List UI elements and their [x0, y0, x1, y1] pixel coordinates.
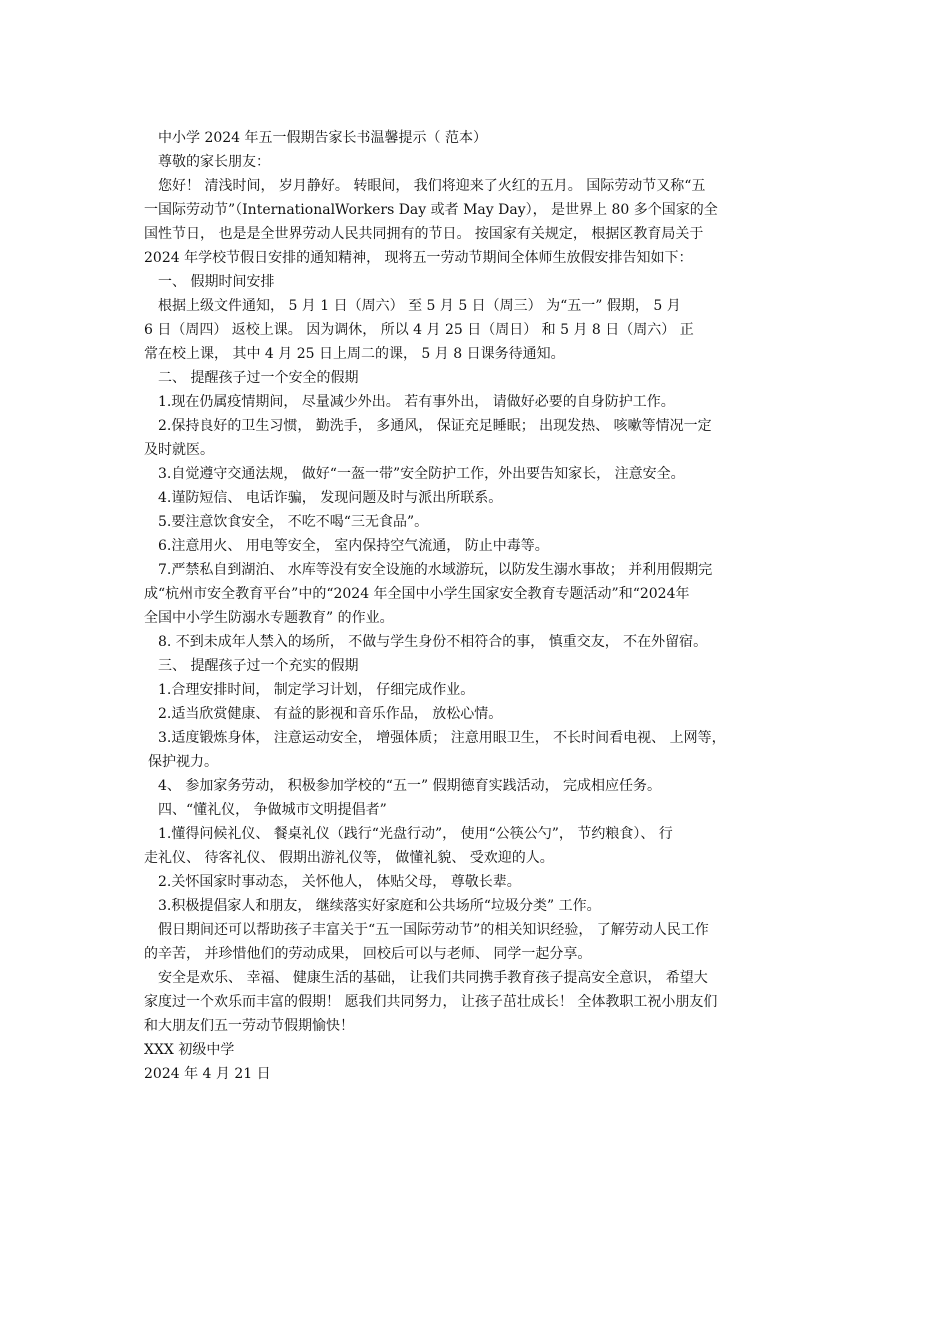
- letter-date: 2024 年 4 月 21 日: [144, 1066, 271, 1082]
- body-line: 国性节日， 也是是全世界劳动人民共同拥有的节日。 按国家有关规定， 根据区教育局关于: [144, 226, 704, 242]
- body-line: 一国际劳动节”（InternationalWorkers Day 或者 May Day）， 是世界上 80 多个国家的全: [144, 202, 718, 218]
- list-item: 4、 参加家务劳动， 积极参加学校的“五一” 假期德育实践活动， 完成相应任务。: [158, 778, 662, 794]
- list-item: 3.自觉遵守交通法规， 做好“一盔一带”安全防护工作，外出要告知家长， 注意安全。: [158, 466, 685, 482]
- body-line: 的辛苦， 并珍惜他们的劳动成果， 回校后可以与老师、 同学一起分享。: [144, 946, 592, 962]
- list-item-continued: 保护视力。: [148, 754, 218, 770]
- document-title: 中小学 2024 年五一假期告家长书温馨提示（ 范本）: [158, 130, 487, 146]
- list-item-continued: 走礼仪、 待客礼仪、 假期出游礼仪等， 做懂礼貌、 受欢迎的人。: [144, 850, 554, 866]
- school-signature: XXX 初级中学: [144, 1042, 235, 1058]
- list-item: 6.注意用火、 用电等安全， 室内保持空气流通， 防止中毒等。: [158, 538, 549, 554]
- body-line: 6 日（周四） 返校上课。 因为调休， 所以 4 月 25 日（周日） 和 5 月 8 日（周六） 正: [144, 322, 694, 338]
- body-line: 2024 年学校节假日安排的通知精神， 现将五一劳动节期间全体师生放假安排告知如下：: [144, 250, 693, 266]
- list-item-continued: 全国中小学生防溺水专题教育” 的作业。: [144, 610, 394, 626]
- body-line: 根据上级文件通知， 5 月 1 日（周六） 至 5 月 5 日（周三） 为“五一” 假期， 5 月: [158, 298, 681, 314]
- salutation: 尊敬的家长朋友：: [158, 154, 270, 170]
- letter-document: [144, 126, 820, 1086]
- list-item: 2.适当欣赏健康、 有益的影视和音乐作品， 放松心情。: [158, 706, 503, 722]
- body-line: 常在校上课， 其中 4 月 25 日上周二的课， 5 月 8 日课务待通知。: [144, 346, 565, 362]
- body-line: 假日期间还可以帮助孩子丰富关于“五一国际劳动节”的相关知识经验， 了解劳动人民工作: [158, 922, 709, 938]
- body-line: 您好！ 清浅时间， 岁月静好。 转眼间， 我们将迎来了火红的五月。 国际劳动节又称“五: [158, 178, 706, 194]
- list-item: 2.关怀国家时事动态， 关怀他人， 体贴父母， 尊敬长辈。: [158, 874, 521, 890]
- list-item: 2.保持良好的卫生习惯， 勤洗手， 多通风， 保证充足睡眠； 出现发热、 咳嗽等情况一定: [158, 418, 712, 434]
- list-item: 8. 不到未成年人禁入的场所， 不做与学生身份不相符合的事， 慎重交友， 不在外留宿。: [158, 634, 708, 650]
- section-heading: 三、 提醒孩子过一个充实的假期: [158, 658, 359, 674]
- list-item: 7.严禁私自到湖泊、 水库等没有安全设施的水域游玩，以防发生溺水事故； 并利用假期完: [158, 562, 713, 578]
- list-item: 5.要注意饮食安全， 不吃不喝“三无食品”。: [158, 514, 429, 530]
- section-heading: 二、 提醒孩子过一个安全的假期: [158, 370, 359, 386]
- list-item: 3.积极提倡家人和朋友， 继续落实好家庭和公共场所“垃圾分类” 工作。: [158, 898, 601, 914]
- list-item: 3.适度锻炼身体， 注意运动安全， 增强体质； 注意用眼卫生， 不长时间看电视、 上网等，: [158, 730, 726, 746]
- list-item: 1.懂得问候礼仪、 餐桌礼仪（践行“光盘行动”， 使用“公筷公勺”， 节约粮食）、 行: [158, 826, 673, 842]
- list-item-continued: 及时就医。: [144, 442, 214, 458]
- body-line: 安全是欢乐、 幸福、 健康生活的基础， 让我们共同携手教育孩子提高安全意识， 希望大: [158, 970, 708, 986]
- list-item: 4.谨防短信、 电话诈骗， 发现问题及时与派出所联系。: [158, 490, 503, 506]
- body-line: 家度过一个欢乐而丰富的假期！ 愿我们共同努力， 让孩子茁壮成长！ 全体教职工祝小朋友们: [144, 994, 718, 1010]
- body-line: 和大朋友们五一劳动节假期愉快！: [144, 1018, 354, 1034]
- section-heading: 一、 假期时间安排: [158, 274, 275, 290]
- list-item-continued: 成“杭州市安全教育平台”中的“2024 年全国中小学生国家安全教育专题活动”和“2024年: [144, 586, 690, 602]
- list-item: 1.合理安排时间， 制定学习计划， 仔细完成作业。: [158, 682, 475, 698]
- section-heading: 四、“懂礼仪， 争做城市文明提倡者”: [158, 802, 387, 818]
- list-item: 1.现在仍属疫情期间， 尽量减少外出。 若有事外出， 请做好必要的自身防护工作。: [158, 394, 675, 410]
